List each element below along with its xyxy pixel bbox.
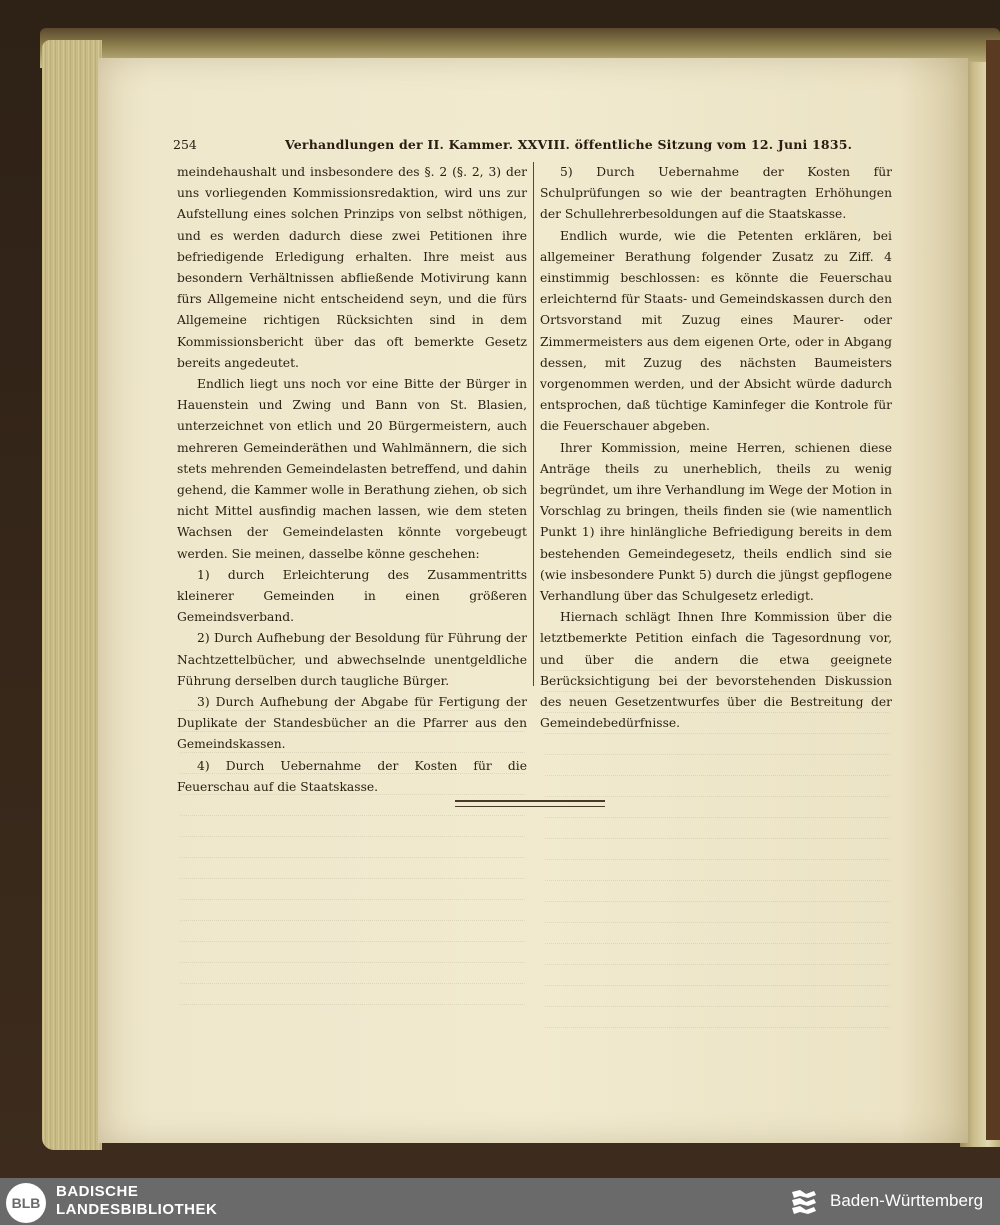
paragraph: 5) Durch Uebernahme der Kosten für Schulprüfungen so wie der beantragten Erhöhungen der Schullehrerbesoldungen auf die Staatskasse.	[540, 165, 892, 222]
library-name-line1: BADISCHE	[56, 1183, 139, 1200]
running-title: Verhandlungen der II. Kammer. XXVIII. öffentliche Sitzung vom 12. Juni 1835.	[285, 137, 853, 152]
blb-logo[interactable]: BLB	[6, 1183, 46, 1223]
coat-of-arms-icon	[788, 1186, 820, 1218]
paragraph: meindehaushalt und insbesondere des §. 2 (§. 2, 3) der uns vorliegenden Kommissionsredaktion, wird uns zur Aufstellung eines solchen Prinzips von selbst nöthigen, und es werden dadurch diese zwei Petitionen ihre befriedigende Erledigung erhalten. Ihre meist aus besondern Verhältnissen abfließende Motivirung kann fürs Allgemeine nicht entscheidend seyn, und die fürs Allgemeine richtigen Rücksichten sind in dem Kommissionsbericht über das oft bemerkte Gesetz bereits angedeutet.	[177, 165, 527, 370]
book-cover-edge	[986, 40, 1000, 1140]
right-text-column	[540, 162, 892, 734]
library-name[interactable]	[56, 1183, 217, 1219]
state-name[interactable]: Baden-Württemberg	[830, 1191, 984, 1210]
page-header	[173, 137, 903, 157]
paragraph: 3) Durch Aufhebung der Abgabe für Fertigung der Duplikate der Standesbücher an die Pfarrer aus den Gemeindskassen.	[177, 695, 527, 752]
column-divider	[533, 162, 534, 686]
footer-bar	[0, 1178, 1000, 1225]
paragraph: 1) durch Erleichterung des Zusammentritts kleinerer Gemeinden in einen größeren Gemeindsverband.	[177, 567, 527, 625]
paragraph: Hiernach schlägt Ihnen Ihre Kommission über die letztbemerkte Petition einfach die Tagesordnung vor, und über die andern die etwa geeignete Berücksichtigung bei der bevorstehenden Diskussion des neuen Gesetzentwurfes über die Bestreitung der Gemeindebedürfnisse.	[540, 610, 892, 731]
library-name-line2: LANDESBIBLIOTHEK	[56, 1201, 218, 1218]
left-text-column	[177, 162, 527, 798]
paragraph: Endlich liegt uns noch vor eine Bitte der Bürger in Hauenstein und Zwing und Bann von St. Blasien, unterzeichnet von etlich und 20 Bürgermeistern, auch mehreren Gemeinderäthen und Wahlmännern, die sich stets mehrenden Gemeindelasten betreffend, und dahin gehend, die Kammer wolle in Berathung ziehen, ob sich nicht Mittel ausfindig machen lassen, wie dem steten Wachsen der Gemeindelasten könnte vorgebeugt werden. Sie meinen, dasselbe könne geschehen:	[177, 377, 527, 561]
end-of-section-rule	[455, 800, 605, 807]
paragraph: Ihrer Kommission, meine Herren, schienen diese Anträge theils zu unerheblich, theils zu wenig begründet, um ihre Verhandlung im Wege der Motion in Vorschlag zu bringen, theils finden sie (wie namentlich Punkt 1) ihre hinlängliche Befriedigung bereits in dem bestehenden Gemeindegesetz, theils endlich sind sie (wie insbesondere Punkt 5) durch die jüngst gepflogene Verhandlung über das Schulgesetz erledigt.	[540, 440, 892, 604]
paragraph: 2) Durch Aufhebung der Besoldung für Führung der Nachtzettelbücher, und abwechselnde unentgeldliche Führung derselben durch taugliche Bürger.	[177, 631, 527, 688]
page-number: 254	[173, 137, 197, 152]
paragraph: 4) Durch Uebernahme der Kosten für die Feuerschau auf die Staatskasse.	[177, 758, 527, 794]
book-page-edges	[42, 40, 102, 1150]
paragraph: Endlich wurde, wie die Petenten erklären, bei allgemeiner Berathung folgender Zusatz zu Ziff. 4 einstimmig beschlossen: es könnte die Feuerschau erleichternd für Staats- und Gemeindskassen durch den Ortsvorstand mit Zuzug eines Maurer- oder Zimmermeisters aus dem eigenen Orte, oder in Abgang dessen, mit Zuzug des nächsten Baumeisters vorgenommen werden, und der Absicht würde dadurch entsprochen, daß tüchtige Kaminfeger die Kontrole für die Feuerschauer abgeben.	[540, 228, 892, 434]
